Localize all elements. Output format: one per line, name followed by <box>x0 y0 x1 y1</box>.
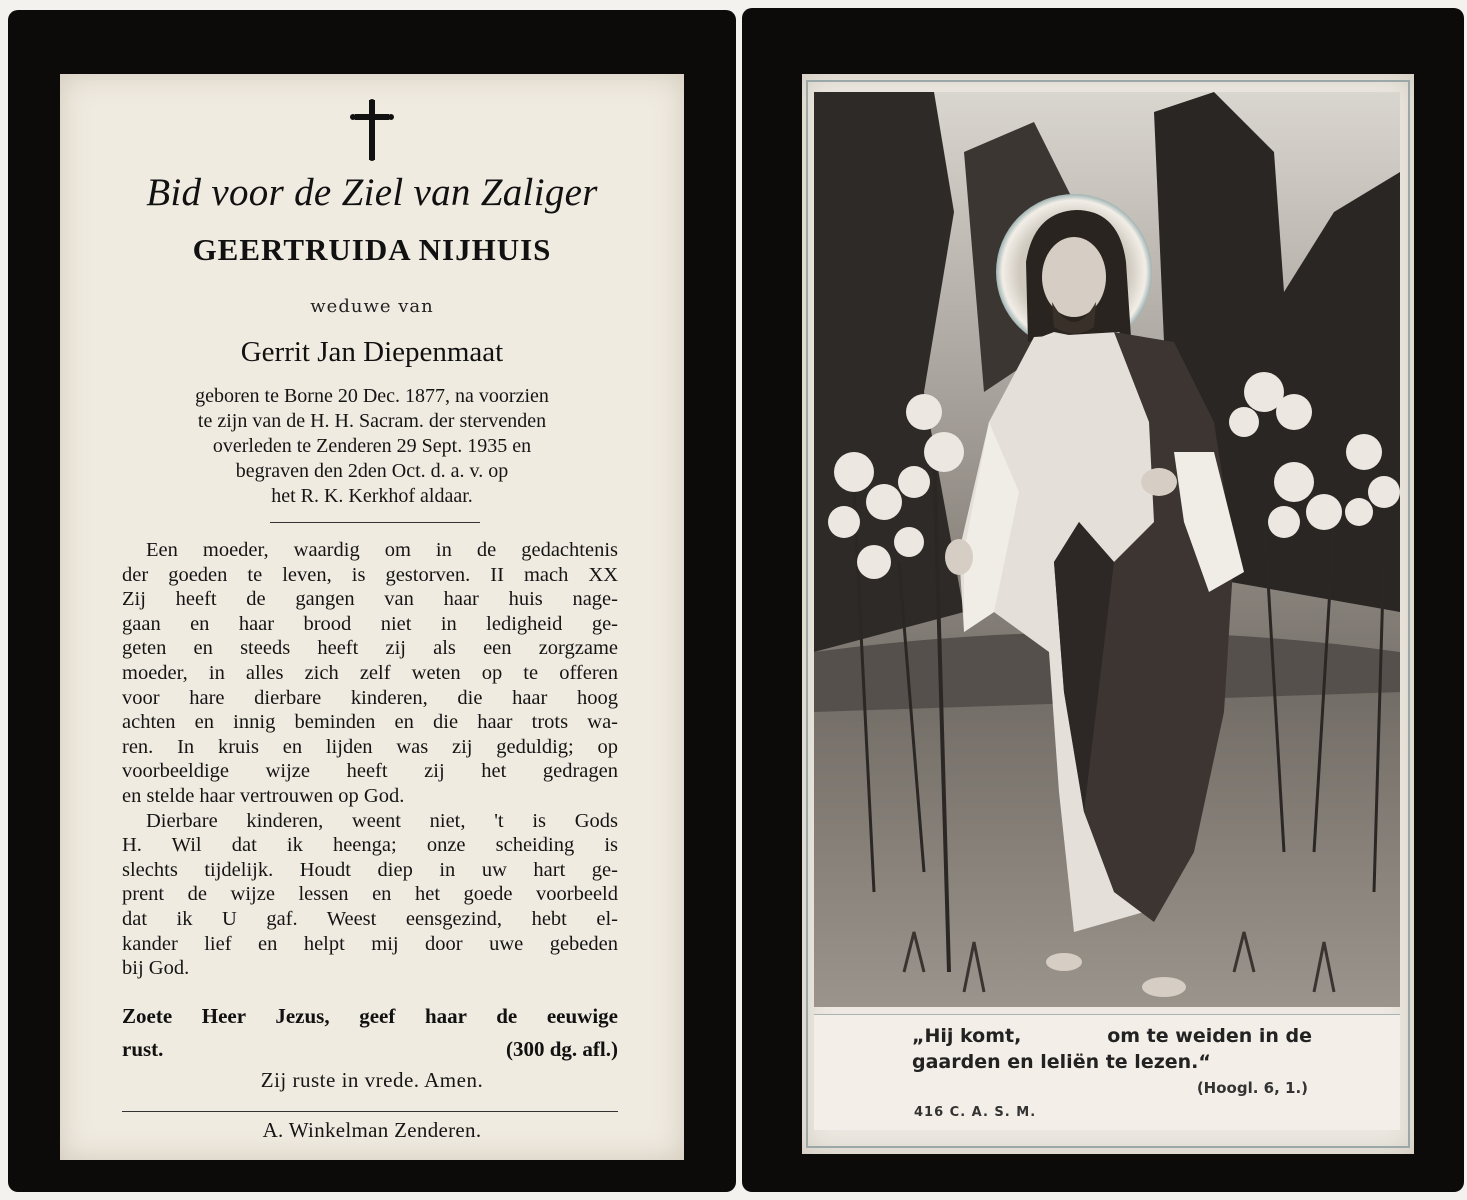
quote-part: „Hij komt, <box>912 1025 1022 1047</box>
memorial-text-block <box>122 538 618 981</box>
quote-part: om te weiden in de <box>1107 1025 1312 1047</box>
relation-text: weduwe van <box>310 296 434 317</box>
divider-short <box>270 522 480 523</box>
deceased-name: GEERTRUIDA NIJHUIS <box>192 232 552 267</box>
text-line: bij God. <box>122 957 190 980</box>
memorial-card-picture-side <box>742 8 1464 1192</box>
text-line: H. Wil dat ik heenga; onze scheiding is <box>122 834 618 857</box>
memorial-card-text-side <box>8 10 736 1192</box>
indulgence-note: (300 dg. afl.) <box>506 1037 618 1061</box>
closing-prayer <box>122 1000 618 1066</box>
text-line: achten en innig beminden en die haar trots wa- <box>122 711 618 734</box>
printer-credit: A. Winkelman Zenderen. <box>262 1118 482 1142</box>
quote-line-row <box>912 1023 1312 1049</box>
text-line: der goeden te leven, is gestorven. II mach XX <box>122 563 618 586</box>
prayer-heading: Bid voor de Ziel van Zaliger <box>146 171 598 214</box>
text-line: moeder, in alles zich zelf weten op te offeren <box>122 661 618 684</box>
bio-line: geboren te Borne 20 Dec. 1877, na voorzien <box>195 385 549 407</box>
text-line: en stelde haar vertrouwen op God. <box>122 784 405 807</box>
caption-area <box>814 1014 1400 1130</box>
text-line: dat ik U gaf. Weest eensgezind, hebt el- <box>122 907 618 930</box>
husband-name: Gerrit Jan Diepenmaat <box>240 336 504 368</box>
bio-line: te zijn van de H. H. Sacram. der stervenden <box>197 410 547 432</box>
biography-block <box>120 384 624 509</box>
cross-icon <box>60 98 684 168</box>
text-line: voor hare dierbare kinderen, die haar hoog <box>122 686 618 709</box>
prayer-line-row <box>122 1033 618 1066</box>
bio-line: begraven den 2den Oct. d. a. v. op <box>235 460 509 482</box>
prayer-line-end: rust. <box>122 1037 164 1061</box>
bible-reference: (Hoogl. 6, 1.) <box>1196 1079 1308 1097</box>
text-line: geten en steeds heeft zij als een zorgzame <box>122 637 618 660</box>
text-line: voorbeeldige wijze heeft zij het gedragen <box>122 760 618 783</box>
text-line: Een moeder, waardig om in de gedachtenis <box>146 539 618 561</box>
quote-line: gaarden en leliën te lezen.“ <box>912 1051 1211 1073</box>
bio-line: het R. K. Kerkhof aldaar. <box>271 485 473 507</box>
text-line: prent de wijze lessen en het goede voorbeeld <box>122 883 618 906</box>
bio-line: overleden te Zenderen 29 Sept. 1935 en <box>212 435 532 457</box>
closing-line: Zij ruste in vrede. Amen. <box>260 1068 484 1092</box>
bible-quote <box>912 1023 1312 1075</box>
divider-long <box>122 1111 618 1112</box>
text-line: ren. In kruis en lijden was zij geduldig; op <box>122 735 618 758</box>
card-paper <box>60 74 684 1160</box>
text-line: Dierbare kinderen, weent niet, 't is Gods <box>146 809 618 832</box>
text-line: gaan en haar brood niet in ledigheid ge- <box>122 612 618 635</box>
devotional-image-jesus-among-lilies <box>814 92 1400 1007</box>
text-line: kander lief en helpt mij door uwe gebeden <box>122 932 618 955</box>
card-paper <box>802 74 1414 1154</box>
text-line: Zij heeft de gangen van haar huis nage- <box>122 588 618 611</box>
text-line: slechts tijdelijk. Houdt diep in uw hart ge- <box>122 858 618 881</box>
print-code: 416 C. A. S. M. <box>914 1105 1037 1120</box>
prayer-line: Zoete Heer Jezus, geef haar de eeuwige <box>122 1004 618 1028</box>
